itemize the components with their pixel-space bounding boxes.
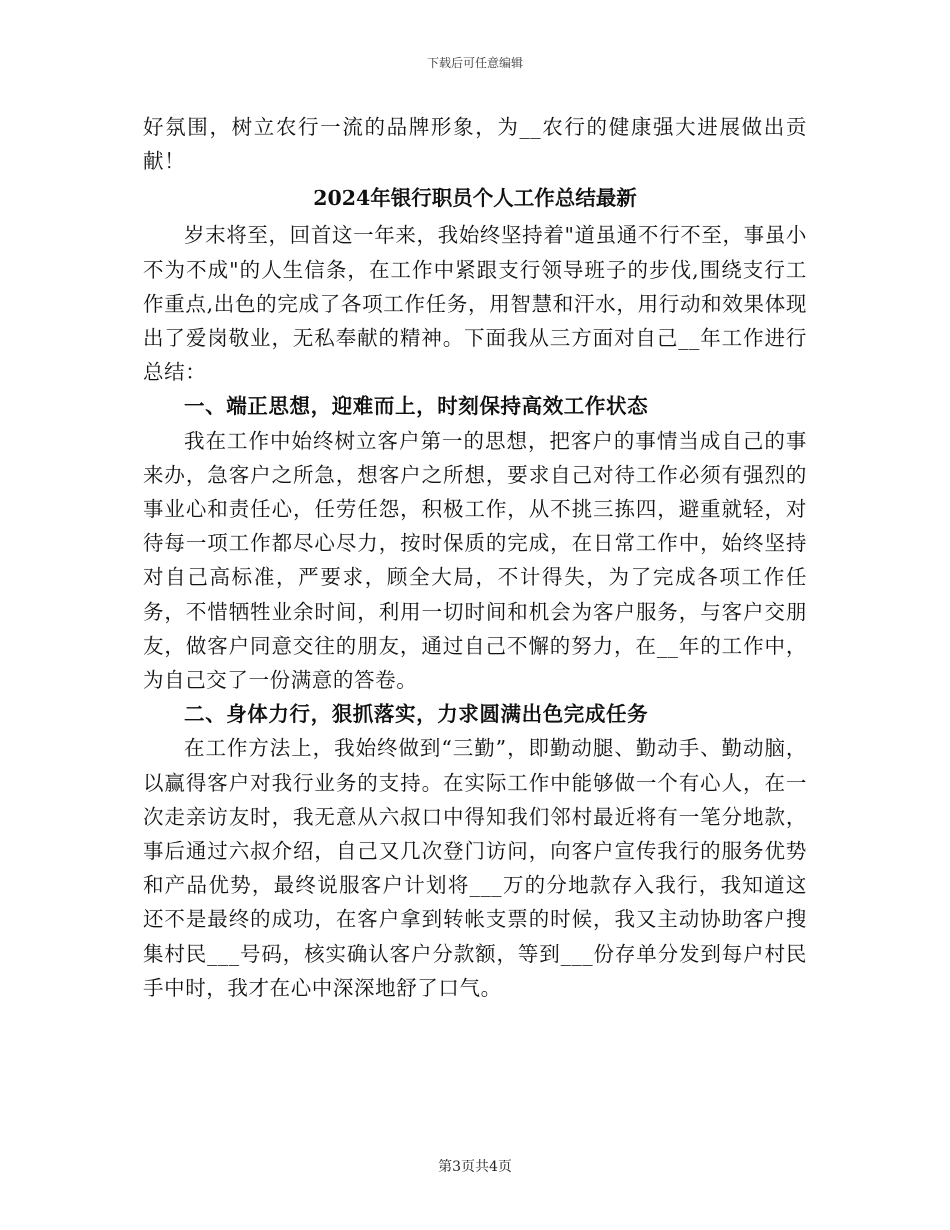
page-footer: 第3页共4页 bbox=[438, 1159, 512, 1175]
paragraph-2: 我在工作中始终树立客户第一的思想，把客户的事情当成自己的事来办，急客户之所急，想客户之所想，要求自己对待工作必须有强烈的事业心和责任心，任劳任怨，积极工作，从不挑三拣四，避重就轻，对待每一项工作都尽心尽力，按时保质的完成，在日常工作中，始终坚持对自己高标准，严要求，顾全大局，不计得失，为了完成各项工作任务，不惜牺牲业余时间，利用一切时间和机会为客户服务，与客户交朋友，做客户同意交往的朋友，通过自己不懈的努力，在__年的工作中，为自己交了一份满意的答卷。 bbox=[143, 428, 807, 693]
section-heading-1: 一、端正思想，迎难而上，时刻保持高效工作状态 bbox=[184, 394, 649, 419]
paragraph-1: 岁末将至，回首这一年来，我始终坚持着"道虽通不行不至，事虽小不为不成"的人生信条，在工作中紧跟支行领导班子的步伐,围绕支行工作重点,出色的完成了各项工作任务，用智慧和汗水，用行动和效果体现出了爱岗敬业，无私奉献的精神。下面我从三方面对自己__年工作进行总结： bbox=[143, 223, 807, 385]
page-header: 下载后可任意编辑 bbox=[426, 56, 523, 70]
document-body bbox=[143, 110, 807, 1005]
paragraph-3: 在工作方法上，我始终做到“三勤”，即勤动腿、勤动手、勤动脑，以赢得客户对我行业务的支持。在实际工作中能够做一个有心人，在一次走亲访友时，我无意从六叔口中得知我们邻村最近将有一笔分地款，事后通过六叔介绍，自己又几次登门访问，向客户宣传我行的服务优势和产品优势，最终说服客户计划将___万的分地款存入我行，我知道这还不是最终的成功，在客户拿到转帐支票的时候，我又主动协助客户搜集村民___号码，核实确认客户分款额，等到___份存单分发到每户村民手中时，我才在心中深深地舒了口气。 bbox=[143, 736, 807, 1000]
intro-paragraph: 好氛围，树立农行一流的品牌形象，为__农行的健康强大进展做出贡献！ bbox=[143, 115, 807, 174]
section-heading-2: 二、身体力行，狠抓落实，力求圆满出色完成任务 bbox=[184, 702, 649, 727]
document-title: 2024年银行职员个人工作总结最新 bbox=[313, 186, 637, 211]
